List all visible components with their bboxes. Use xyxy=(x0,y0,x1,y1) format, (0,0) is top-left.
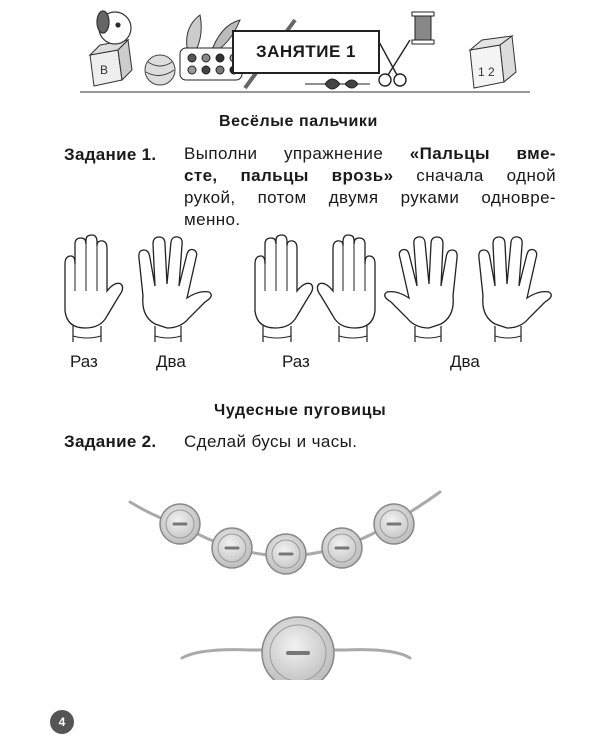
sprig-icon xyxy=(305,79,370,89)
caption-raz-1: Раз xyxy=(70,352,98,371)
section-title-cheerful-fingers: Весёлые пальчики xyxy=(219,113,378,130)
scissors-icon xyxy=(378,40,410,86)
lesson-title: ЗАНЯТИЕ 1 xyxy=(232,30,380,74)
hand-raz-left xyxy=(65,235,123,342)
buttons-illustration xyxy=(120,480,470,680)
svg-text:1 2: 1 2 xyxy=(478,65,495,79)
hand-dva-left xyxy=(139,237,211,342)
caption-dva-2: Два xyxy=(450,352,480,371)
number-block-icon xyxy=(470,36,516,88)
yarn-ball-icon xyxy=(145,55,175,85)
hands-dva-pair xyxy=(385,237,552,342)
caption-dva-1: Два xyxy=(156,352,186,371)
hands-illustration xyxy=(55,232,555,342)
toy-dog-icon xyxy=(97,11,131,44)
task-2-label: Задание 2. xyxy=(64,432,157,451)
beads-necklace xyxy=(130,492,440,574)
alphabet-block-icon xyxy=(90,40,132,86)
page-number: 4 xyxy=(50,710,74,734)
button-watch xyxy=(182,617,410,680)
task-1-label: Задание 1. xyxy=(64,145,157,164)
task-1-text: Выполни упражнение «Пальцы вме- сте, пальцы врозь» сначала одной рукой, потом двумя руками одновре- менно. xyxy=(184,144,556,229)
svg-text:B: B xyxy=(100,63,109,77)
hands-raz-pair xyxy=(255,235,375,342)
caption-raz-2: Раз xyxy=(282,352,310,371)
thread-spool-icon xyxy=(412,12,434,44)
task-2-text: Сделай бусы и часы. xyxy=(184,432,358,451)
section-title-wonderful-buttons: Чудесные пуговицы xyxy=(214,402,387,419)
